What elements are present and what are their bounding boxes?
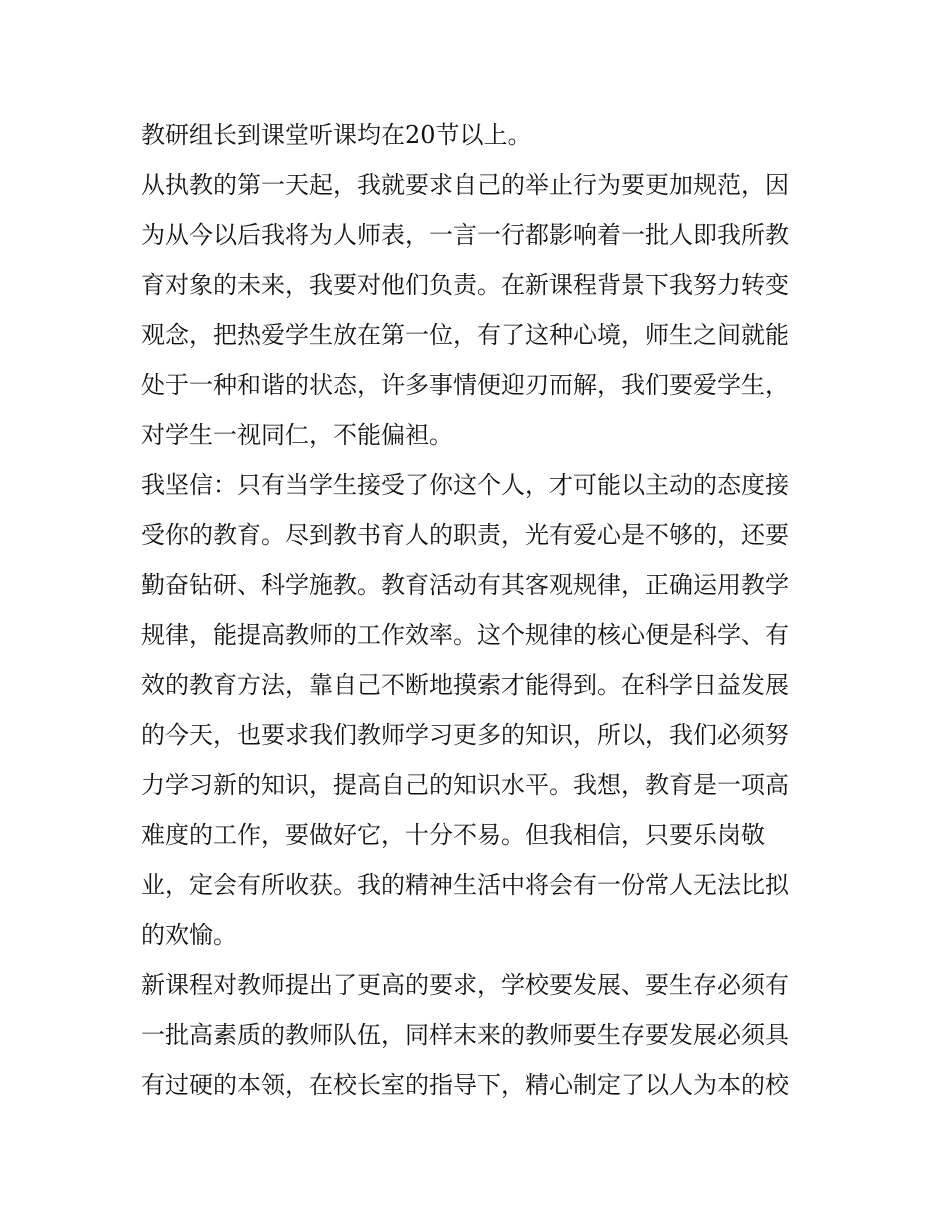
text-line: 处于一种和谐的状态，许多事情便迎刃而解，我们要爱学生，	[141, 371, 789, 399]
text-line: 力学习新的知识，提高自己的知识水平。我想，教育是一项高	[141, 771, 789, 799]
text-line: 教研组长到课堂听课均在20节以上。	[141, 121, 532, 149]
text-line: 从执教的第一天起，我就要求自己的举止行为要更加规范，因	[141, 171, 789, 199]
text-line: 有过硬的本领，在校长室的指导下，精心制定了以人为本的校	[141, 1071, 789, 1099]
text-line: 的今天，也要求我们教师学习更多的知识，所以，我们必须努	[141, 721, 789, 749]
text-line: 的欢愉。	[141, 921, 237, 949]
text-line: 业，定会有所收获。我的精神生活中将会有一份常人无法比拟	[141, 871, 789, 899]
text-line: 对学生一视同仁，不能偏袒。	[141, 421, 453, 449]
text-line: 新课程对教师提出了更高的要求，学校要发展、要生存必须有	[141, 971, 789, 999]
text-line: 受你的教育。尽到教书育人的职责，光有爱心是不够的，还要	[141, 521, 789, 549]
text-line: 一批高素质的教师队伍，同样末来的教师要生存要发展必须具	[141, 1021, 789, 1049]
text-line: 规律，能提高教师的工作效率。这个规律的核心便是科学、有	[141, 621, 789, 649]
text-line: 难度的工作，要做好它，十分不易。但我相信，只要乐岗敬	[141, 821, 765, 849]
text-line: 我坚信：只有当学生接受了你这个人，才可能以主动的态度接	[141, 471, 789, 499]
text-line: 效的教育方法，靠自己不断地摸索才能得到。在科学日益发展	[141, 671, 789, 699]
text-line: 育对象的未来，我要对他们负责。在新课程背景下我努力转变	[141, 271, 789, 299]
document-body	[141, 110, 813, 1110]
text-line: 勤奋钻研、科学施教。教育活动有其客观规律，正确运用教学	[141, 571, 789, 599]
text-line: 为从今以后我将为人师表，一言一行都影响着一批人即我所教	[141, 221, 789, 249]
text-line: 观念，把热爱学生放在第一位，有了这种心境，师生之间就能	[141, 321, 789, 349]
